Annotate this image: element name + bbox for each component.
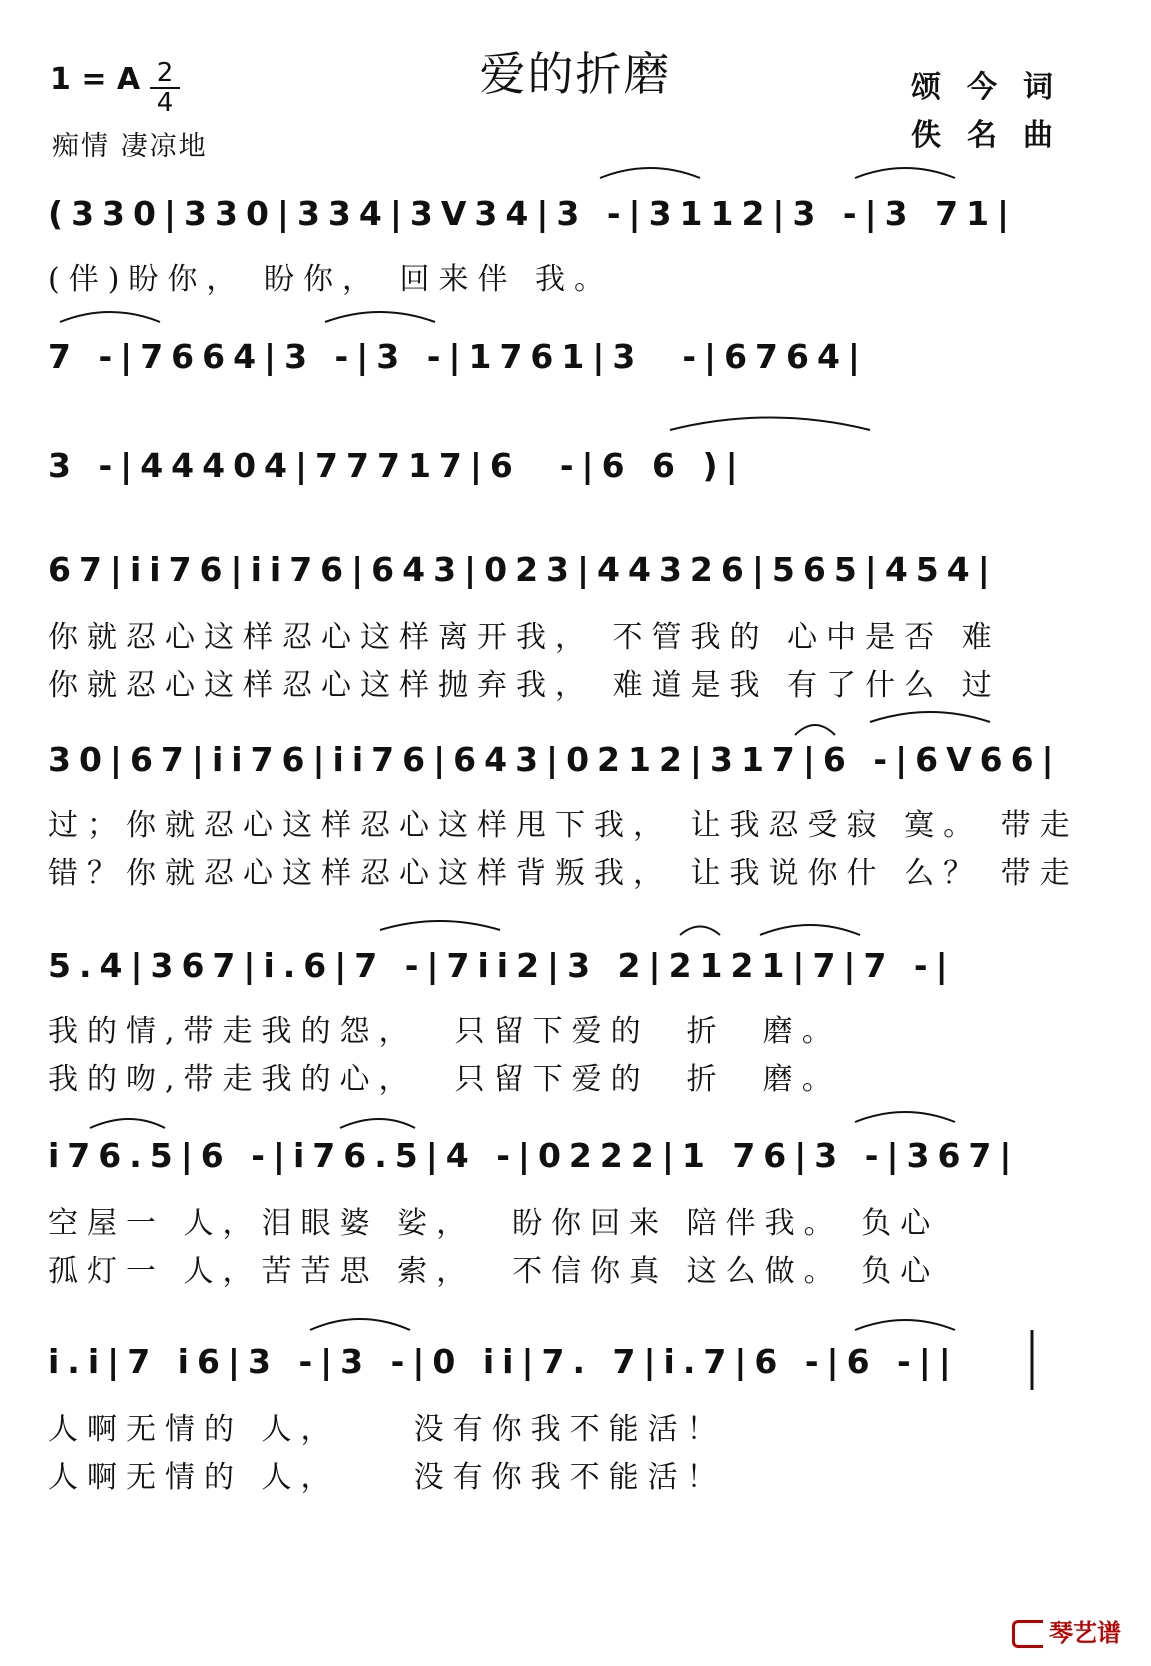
slur-mark [670, 418, 870, 431]
notation-line: (330|330|334|3V34|3 -|3112|3 -|3 71| [48, 194, 1018, 233]
lyric-verse-2: 人啊无情的 人， 没有你我不能活！ [48, 1460, 726, 1495]
composer-credit: 佚名曲 [911, 118, 1079, 153]
song-title: 爱的折磨 [479, 47, 672, 101]
slur-mark [325, 312, 435, 322]
staff-line-3 [48, 434, 1108, 498]
slur-mark [310, 1319, 410, 1330]
lyric-verse-2: 我的吻,带走我的心， 只留下爱的 折 磨。 [48, 1062, 841, 1097]
slur-mark [870, 712, 990, 722]
lyric-verse-2: 你就忍心这样忍心这样抛弃我， 难道是我 有了什么 过 [48, 668, 1001, 703]
watermark-text: 琴艺谱 [1049, 1619, 1121, 1647]
notation-line: i.i|7 i6|3 -|3 -|0 ii|7. 7|i.7|6 -|6 -|| [48, 1342, 959, 1381]
slur-mark [855, 168, 955, 178]
staff-line-4 [48, 538, 1108, 602]
lyric-verse-1: 空屋一 人，泪眼婆 娑， 盼你回来 陪伴我。 负心 [48, 1206, 940, 1241]
time-signature-bottom: 4 [156, 88, 174, 118]
lyric-verse-1: 过；你就忍心这样忍心这样甩下我， 让我忍受寂 寞。 带走 [48, 808, 1079, 843]
expression-marking: 痴情 凄凉地 [52, 131, 208, 162]
site-watermark [1012, 1613, 1121, 1648]
slur-mark [855, 1320, 955, 1330]
slur-mark [600, 168, 700, 178]
notation-line: 67|ii76|ii76|643|023|44326|565|454| [48, 550, 998, 589]
notation-line: 3 -|44404|77717|6 -|6 6 )| [48, 446, 746, 485]
lyric-verse-2: 孤灯一 人，苦苦思 索， 不信你真 这么做。 负心 [48, 1254, 940, 1289]
lyric-verse-1: 你就忍心这样忍心这样离开我， 不管我的 心中是否 难 [48, 620, 1001, 655]
lyric-verse-2: 错？你就忍心这样忍心这样背叛我， 让我说你什 么？ 带走 [48, 856, 1079, 891]
slur-mark [855, 1112, 955, 1122]
slur-mark [60, 312, 160, 322]
logo-icon [1012, 1620, 1043, 1648]
lyric-verse-1: (伴)盼你， 盼你， 回来伴 我。 [48, 262, 614, 297]
notation-line: i76.5|6 -|i76.5|4 -|0222|1 76|3 -|367| [48, 1136, 1020, 1175]
staff-line-7 [48, 1124, 1108, 1188]
notation-line: 5.4|367|i.6|7 -|7ii2|3 2|2121|7|7 -| [48, 946, 956, 985]
key-signature: 1 = A [50, 62, 141, 97]
time-signature-top: 2 [156, 58, 174, 88]
staff-line-1 [48, 182, 1108, 246]
notation-line: 30|67|ii76|ii76|643|0212|317|6 -|6V66| [48, 740, 1062, 779]
lyric-verse-1: 人啊无情的 人， 没有你我不能活！ [48, 1412, 726, 1447]
staff-line-5 [48, 728, 1108, 792]
staff-line-6 [48, 934, 1108, 998]
staff-line-2 [48, 325, 1108, 389]
notation-line: 7 -|7664|3 -|3 -|1761|3 -|6764| [48, 337, 868, 376]
slur-mark [380, 921, 500, 930]
lyricist-credit: 颂今词 [911, 70, 1079, 105]
lyric-verse-1: 我的情,带走我的怨， 只留下爱的 折 磨。 [48, 1014, 841, 1049]
staff-line-8 [48, 1330, 1108, 1394]
